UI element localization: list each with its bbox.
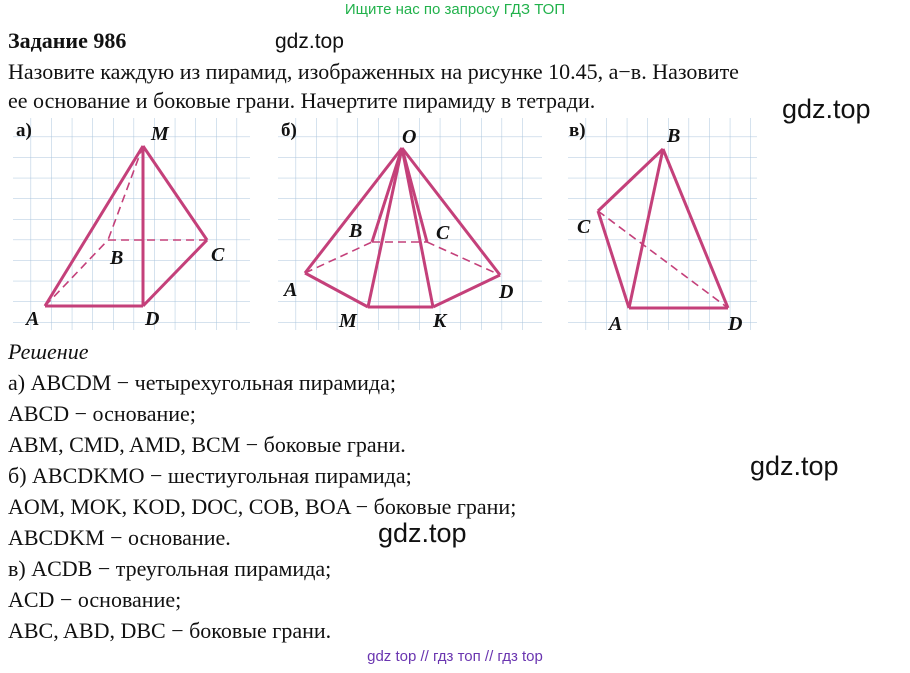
figure-a bbox=[10, 116, 253, 334]
figure-tag: в) bbox=[569, 120, 586, 141]
point-label: B bbox=[667, 125, 681, 147]
point-label: C bbox=[577, 216, 591, 238]
top-banner: Ищите нас по запросу ГДЗ ТОП bbox=[344, 1, 566, 18]
solution-heading: Решение bbox=[8, 339, 89, 364]
point-label: D bbox=[499, 281, 514, 303]
solution-line: в) ACDB − треугольная пирамида; bbox=[8, 556, 332, 581]
question-line: Назовите каждую из пирамид, изображенных на рисунке 10.45, а−в. Назовите bbox=[8, 59, 739, 84]
point-label: A bbox=[26, 308, 40, 330]
solution-line: а) ABCDM − четырехугольная пирамида; bbox=[8, 370, 396, 395]
point-label: M bbox=[151, 123, 169, 145]
solution-line: ACD − основание; bbox=[8, 587, 182, 612]
figure-tag: б) bbox=[281, 120, 297, 141]
question-text bbox=[8, 57, 908, 115]
point-label: C bbox=[211, 244, 225, 266]
watermark: gdz.top bbox=[750, 451, 839, 481]
solution-line: ABC, ABD, DBC − боковые грани. bbox=[8, 618, 332, 643]
point-label: C bbox=[436, 222, 450, 244]
watermark: gdz.top bbox=[378, 518, 467, 548]
point-label: A bbox=[609, 313, 623, 334]
point-label: O bbox=[402, 126, 417, 148]
figure-tag: а) bbox=[16, 120, 32, 141]
point-label: A bbox=[284, 279, 298, 301]
solution-line: AOM, MOK, KOD, DOC, COB, BOA − боковые грани; bbox=[8, 494, 517, 519]
point-label: B bbox=[110, 247, 124, 269]
solution-line: б) ABCDKMO − шестиугольная пирамида; bbox=[8, 463, 412, 488]
figure-b bbox=[275, 116, 545, 334]
task-title: Задание 986 bbox=[8, 28, 127, 53]
point-label: D bbox=[145, 308, 160, 330]
figure-c bbox=[565, 116, 760, 334]
footer-links: gdz top // гдз топ // гдз top bbox=[367, 648, 543, 665]
watermark: gdz.top bbox=[782, 94, 871, 124]
point-label: B bbox=[349, 220, 363, 242]
point-label: M bbox=[339, 310, 357, 332]
question-line: ее основание и боковые грани. Начертите пирамиду в тетради. bbox=[8, 88, 596, 113]
solution-line: ABM, CMD, AMD, BCM − боковые грани. bbox=[8, 432, 406, 457]
point-label: K bbox=[433, 310, 447, 332]
watermark: gdz.top bbox=[275, 30, 344, 53]
point-label: D bbox=[728, 313, 743, 334]
solution-line: ABCDKM − основание. bbox=[8, 525, 231, 550]
solution-line: ABCD − основание; bbox=[8, 401, 196, 426]
